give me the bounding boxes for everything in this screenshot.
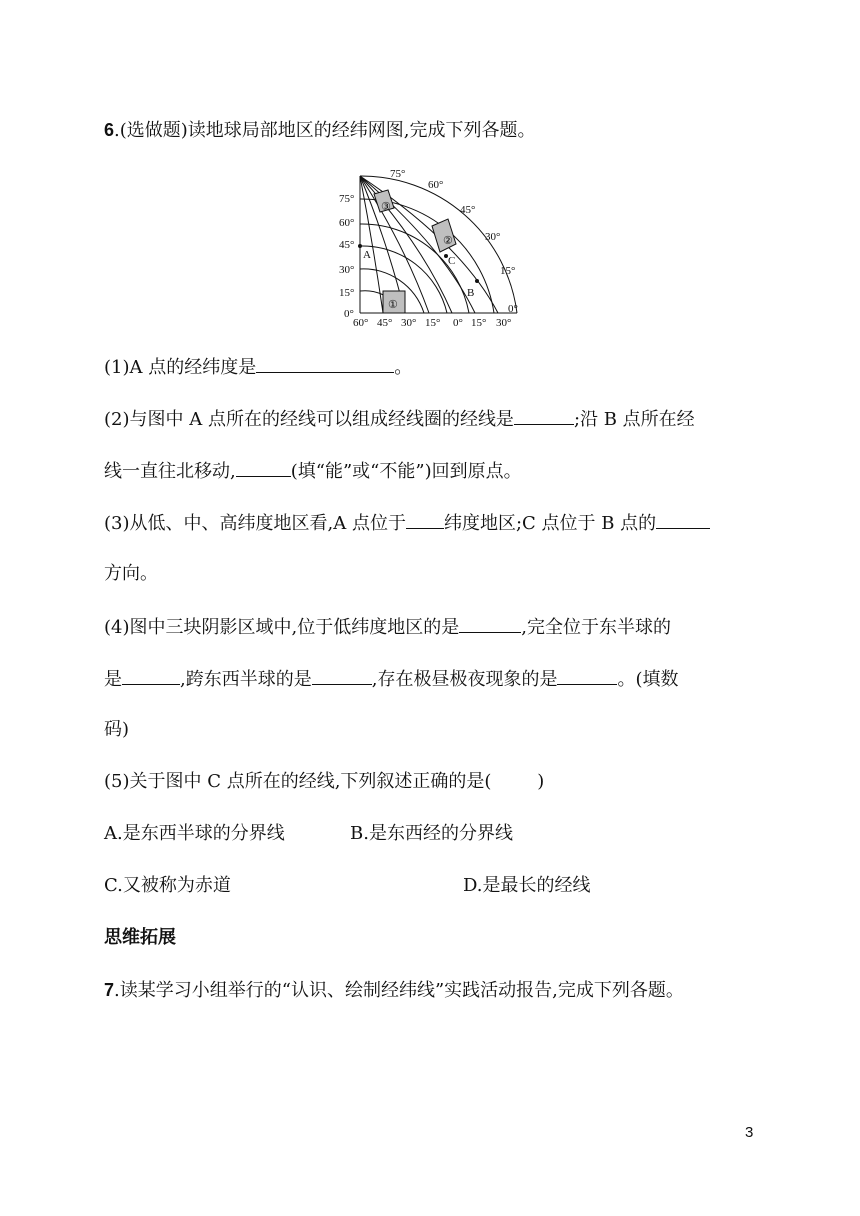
answer-blank-3a[interactable]	[406, 510, 444, 529]
option-b-text: B.是东西经的分界线	[350, 823, 513, 844]
option-c-text: C.又被称为赤道	[104, 875, 231, 896]
q5-text: (5)关于图中 C 点所在的经线,下列叙述正确的是( )	[104, 771, 545, 792]
answer-blank-2b[interactable]	[236, 458, 291, 477]
q3-text-b: 纬度地区;C 点位于 B 点的	[443, 513, 657, 534]
answer-blank-4b[interactable]	[122, 666, 180, 685]
q3-text-c: 方向。	[104, 563, 158, 584]
lon-label-30w: 30°	[401, 317, 417, 329]
sub-question-1	[104, 354, 412, 380]
arc-label-60: 60°	[428, 179, 444, 191]
question-7	[104, 978, 684, 1003]
q4-text-g: 码)	[104, 719, 130, 740]
shade-3-label: ③	[381, 201, 391, 213]
q4-text-f: 。(填数	[617, 669, 679, 690]
question-7-number: 7	[104, 980, 115, 1000]
arc-label-15: 15°	[500, 265, 516, 277]
question-text: .(选做题)读地球局部地区的经纬网图,完成下列各题。	[114, 120, 536, 141]
q4-text-d: ,跨东西半球的是	[180, 669, 312, 690]
q2-text-d: (填“能”或“不能”)回到原点。	[290, 461, 522, 482]
point-a-dot	[358, 244, 362, 248]
point-b-label: B	[467, 287, 475, 299]
sub-question-2-line-1	[104, 406, 695, 432]
q4-text-c: 是	[104, 669, 122, 690]
lat-label-15: 15°	[339, 287, 355, 299]
arc-label-30: 30°	[485, 231, 501, 243]
answer-blank-4a[interactable]	[459, 614, 521, 633]
graticule-figure	[336, 164, 536, 332]
q4-text-b: ,完全位于东半球的	[521, 617, 671, 638]
lon-label-30e: 30°	[496, 317, 512, 329]
lon-label-0: 0°	[453, 317, 463, 329]
shade-1-label: ①	[388, 299, 398, 311]
q2-text-a: (2)与图中 A 点所在的经线可以组成经线圈的经线是	[104, 409, 514, 430]
lat-label-0: 0°	[344, 308, 354, 320]
point-a-label: A	[363, 249, 371, 261]
option-b[interactable]	[350, 822, 513, 846]
option-d[interactable]	[463, 874, 591, 898]
lon-label-60w: 60°	[353, 317, 369, 329]
sub-question-4-line-3	[104, 718, 129, 742]
sub-question-2-line-2	[104, 458, 522, 484]
arc-label-75: 75°	[390, 168, 406, 180]
question-number: 6	[104, 120, 115, 140]
answer-blank-2a[interactable]	[514, 406, 574, 425]
sub-question-5	[104, 770, 544, 794]
sub-question-3-line-2	[104, 562, 158, 586]
arc-label-0: 0°	[508, 303, 518, 315]
option-d-text: D.是最长的经线	[463, 875, 591, 896]
lon-label-45w: 45°	[377, 317, 393, 329]
option-a[interactable]	[104, 822, 285, 846]
option-a-text: A.是东西半球的分界线	[104, 823, 285, 844]
point-b-dot	[475, 279, 479, 283]
sub-question-4-line-1	[104, 614, 671, 640]
q4-text-a: (4)图中三块阴影区域中,位于低纬度地区的是	[104, 617, 460, 638]
q4-text-e: ,存在极昼极夜现象的是	[371, 669, 558, 690]
lat-label-60: 60°	[339, 217, 355, 229]
option-c[interactable]	[104, 874, 231, 898]
q2-text-c: 线一直往北移动,	[104, 461, 236, 482]
question-7-text: .读某学习小组举行的“认识、绘制经纬线”实践活动报告,完成下列各题。	[114, 980, 684, 1001]
lat-label-30: 30°	[339, 264, 355, 276]
lon-label-15e: 15°	[471, 317, 487, 329]
arc-label-45: 45°	[460, 204, 476, 216]
answer-blank-4c[interactable]	[312, 666, 372, 685]
page-number: 3	[745, 1124, 754, 1141]
answer-blank-4d[interactable]	[557, 666, 617, 685]
point-c-label: C	[448, 255, 456, 267]
q1-end: 。	[394, 357, 413, 378]
lat-label-75: 75°	[339, 193, 355, 205]
answer-blank-3b[interactable]	[656, 510, 710, 529]
section-heading: 思维拓展	[104, 927, 176, 948]
sub-question-3-line-1	[104, 510, 710, 536]
q3-text-a: (3)从低、中、高纬度地区看,A 点位于	[104, 513, 406, 534]
lat-label-45: 45°	[339, 239, 355, 251]
answer-blank-1[interactable]	[256, 354, 394, 373]
sub-question-4-line-2	[104, 666, 679, 692]
shade-2-label: ②	[443, 235, 453, 247]
q2-text-b: ;沿 B 点所在经	[573, 409, 695, 430]
question-6-intro	[104, 118, 536, 143]
lon-label-15w: 15°	[425, 317, 441, 329]
q1-text: (1)A 点的经纬度是	[104, 357, 257, 378]
